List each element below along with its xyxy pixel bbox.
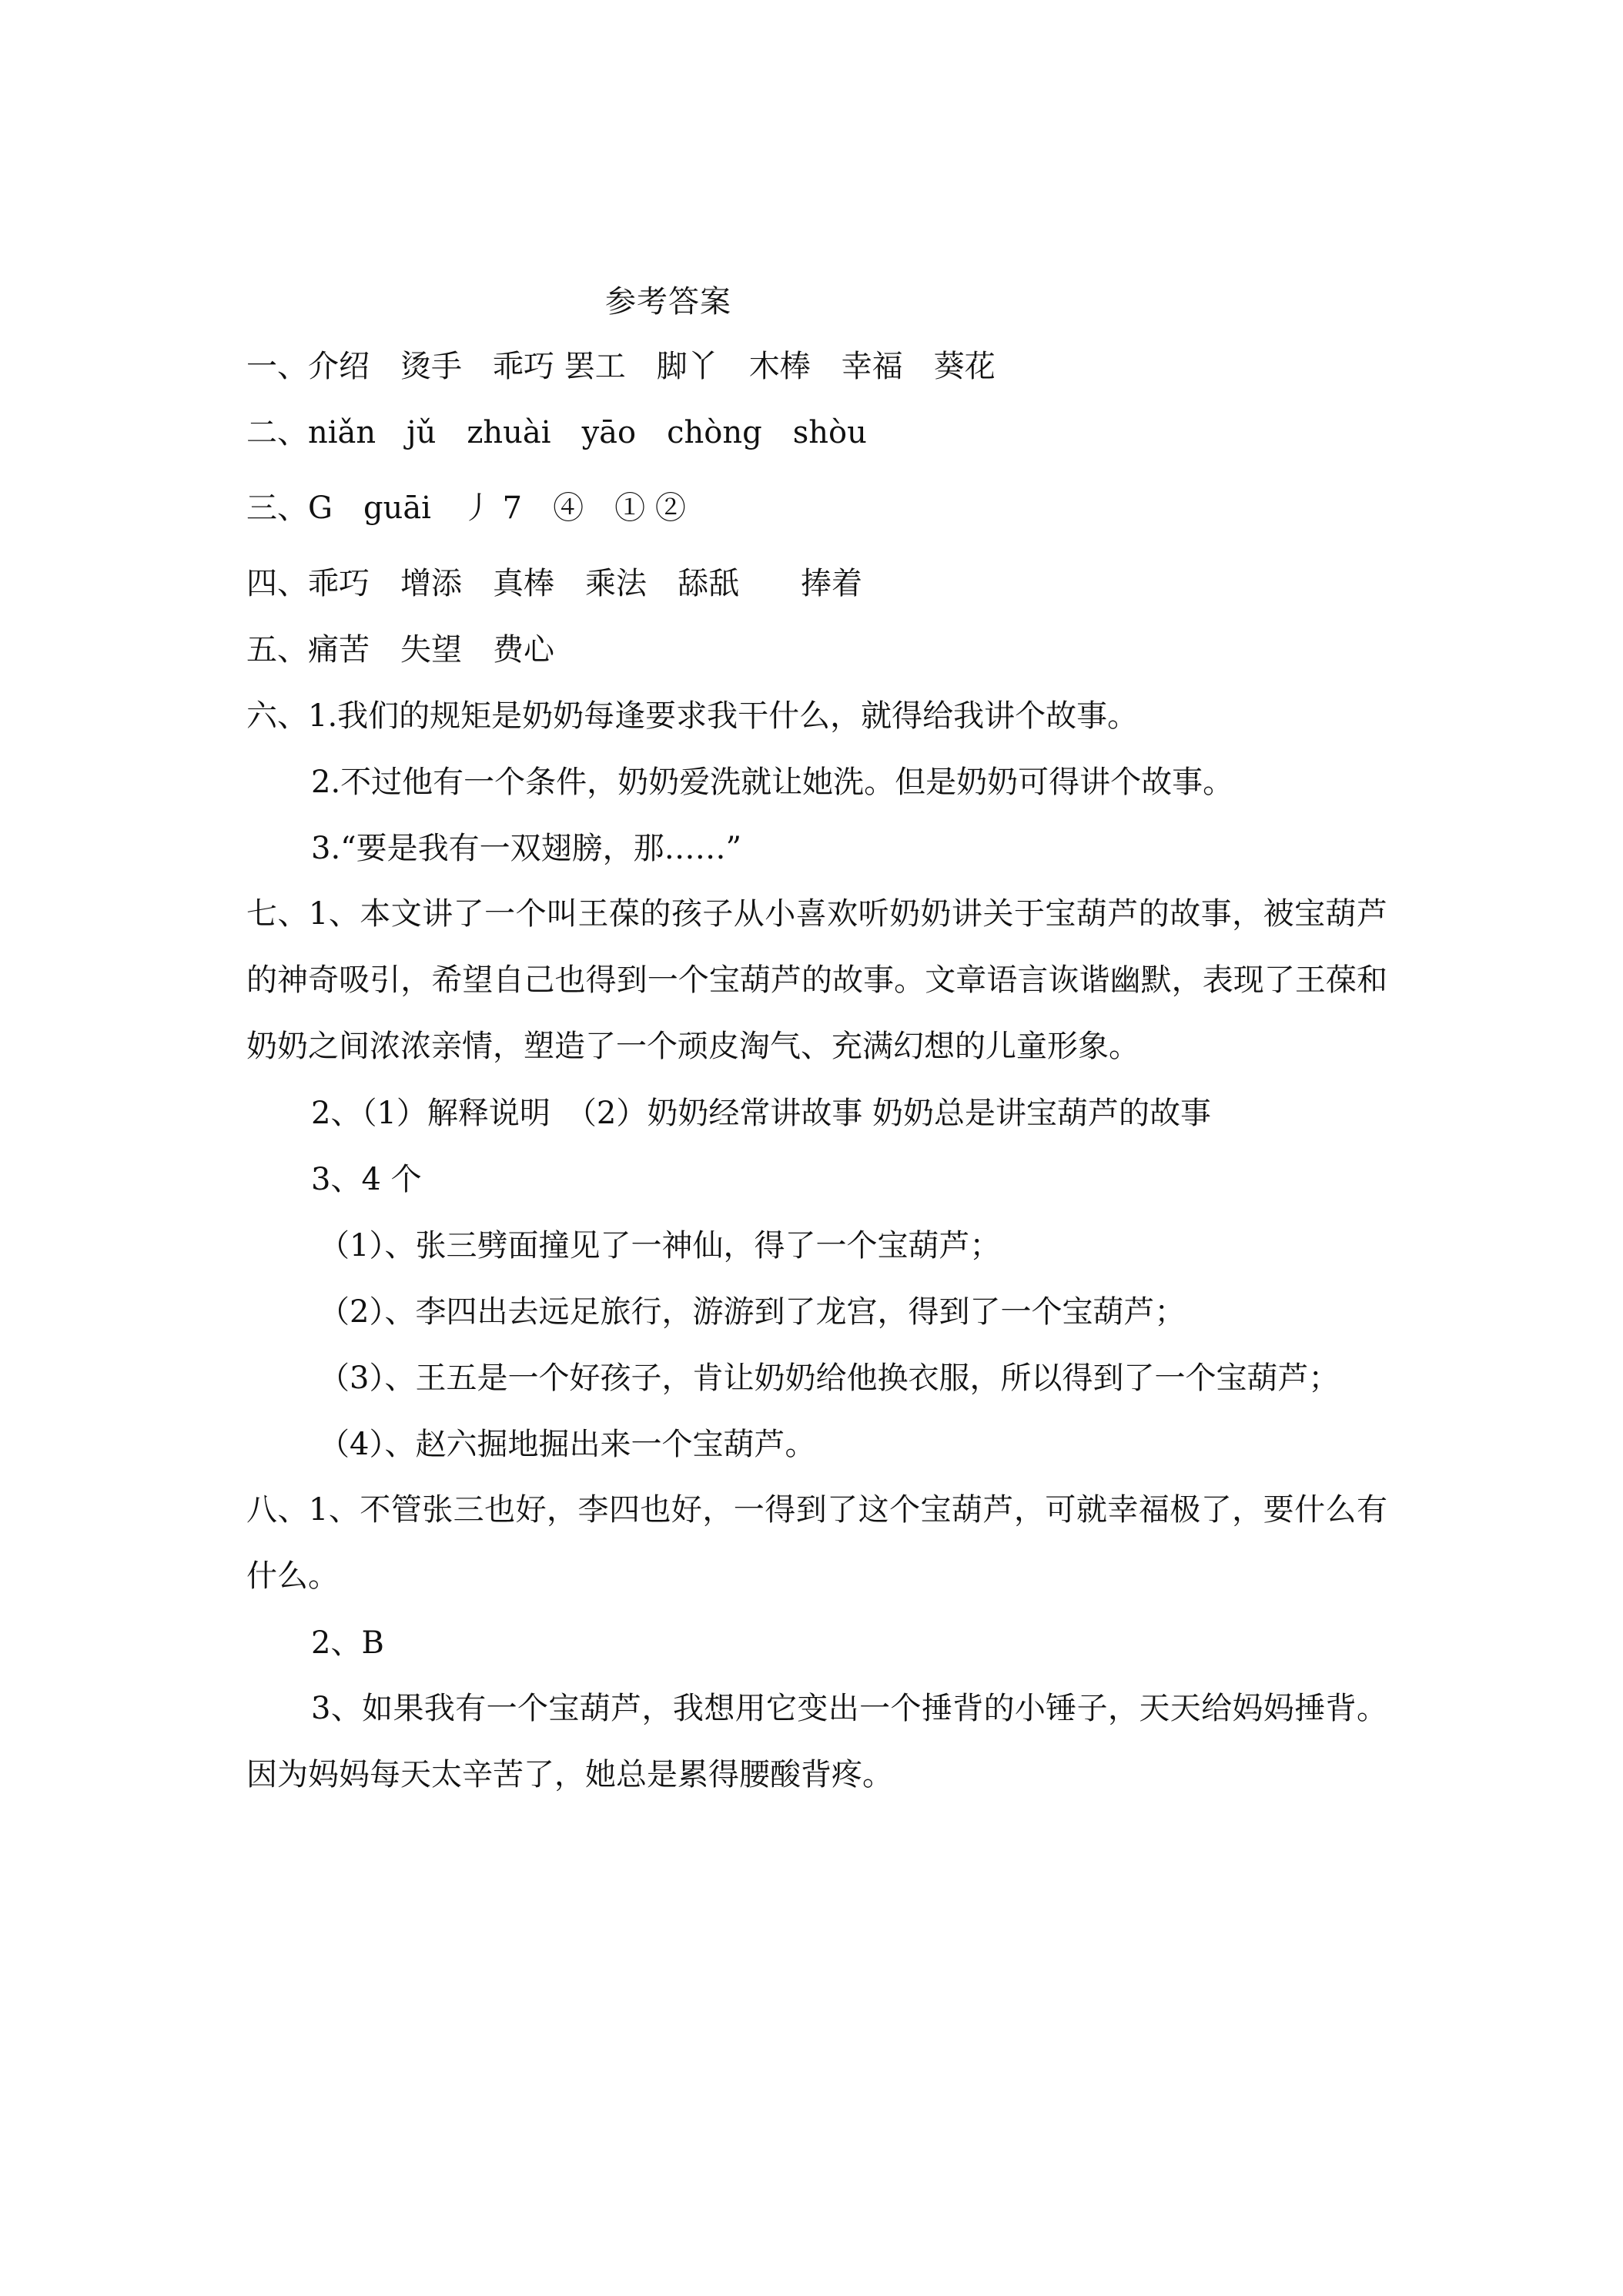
answer-section-6-item-1: 六、1.我们的规矩是奶奶每逢要求我干什么，就得给我讲个故事。 — [246, 698, 1139, 734]
answer-section-6-item-3: 3.“要是我有一双翅膀，那……” — [311, 831, 742, 866]
answer-section-5: 五、痛苦 失望 费心 — [246, 632, 554, 668]
answer-section-8-item-1: 八、1、不管张三也好，李四也好，一得到了这个宝葫芦，可就幸福极了，要什么有什么。 — [246, 1492, 1387, 1594]
answer-section-7-subitem-2: （2）、李四出去远足旅行，游游到了龙宫，得到了一个宝葫芦； — [319, 1294, 1186, 1330]
answer-section-1: 一、介绍 烫手 乖巧 罢工 脚丫 木棒 幸福 葵花 — [246, 349, 996, 384]
answer-section-3: 三、G guāi 丿 7 ④ ① ② — [246, 490, 686, 526]
answer-section-7-subitem-4: （4）、赵六掘地掘出来一个宝葫芦。 — [319, 1427, 816, 1462]
answer-section-7-item-1: 七、1、本文讲了一个叫王葆的孩子从小喜欢听奶奶讲关于宝葫芦的故事，被宝葫芦的神奇吸引，希望自己也得到一个宝葫芦的故事。文章语言诙谐幽默，表现了王葆和奶奶之间浓浓亲情，塑造了一个顽皮淘气、充满幻想的儿童形象。 — [246, 896, 1387, 1064]
page-title: 参考答案 — [605, 284, 731, 320]
answer-section-8-item-2: 2、B — [311, 1625, 384, 1661]
answer-section-6-item-2: 2.不过他有一个条件，奶奶爱洗就让她洗。但是奶奶可得讲个故事。 — [311, 765, 1234, 800]
answer-section-7-item-3: 3、4 个 — [311, 1162, 422, 1197]
answer-section-7-item-2: 2、（1）解释说明 （2）奶奶经常讲故事 奶奶总是讲宝葫芦的故事 — [311, 1096, 1212, 1131]
answer-section-7-subitem-3: （3）、王五是一个好孩子，肯让奶奶给他换衣服，所以得到了一个宝葫芦； — [319, 1361, 1340, 1396]
answer-section-2: 二、niǎn jǔ zhuài yāo chòng shòu — [246, 415, 867, 450]
answer-section-8-item-3: 3、如果我有一个宝葫芦，我想用它变出一个捶背的小锤子，天天给妈妈捶背。因为妈妈每天太辛苦了，她总是累得腰酸背疼。 — [246, 1691, 1387, 1792]
answer-section-7-subitem-1: （1）、张三劈面撞见了一神仙，得了一个宝葫芦； — [319, 1228, 1001, 1263]
answer-section-4: 四、乖巧 增添 真棒 乘法 舔舐 捧着 — [246, 566, 862, 601]
